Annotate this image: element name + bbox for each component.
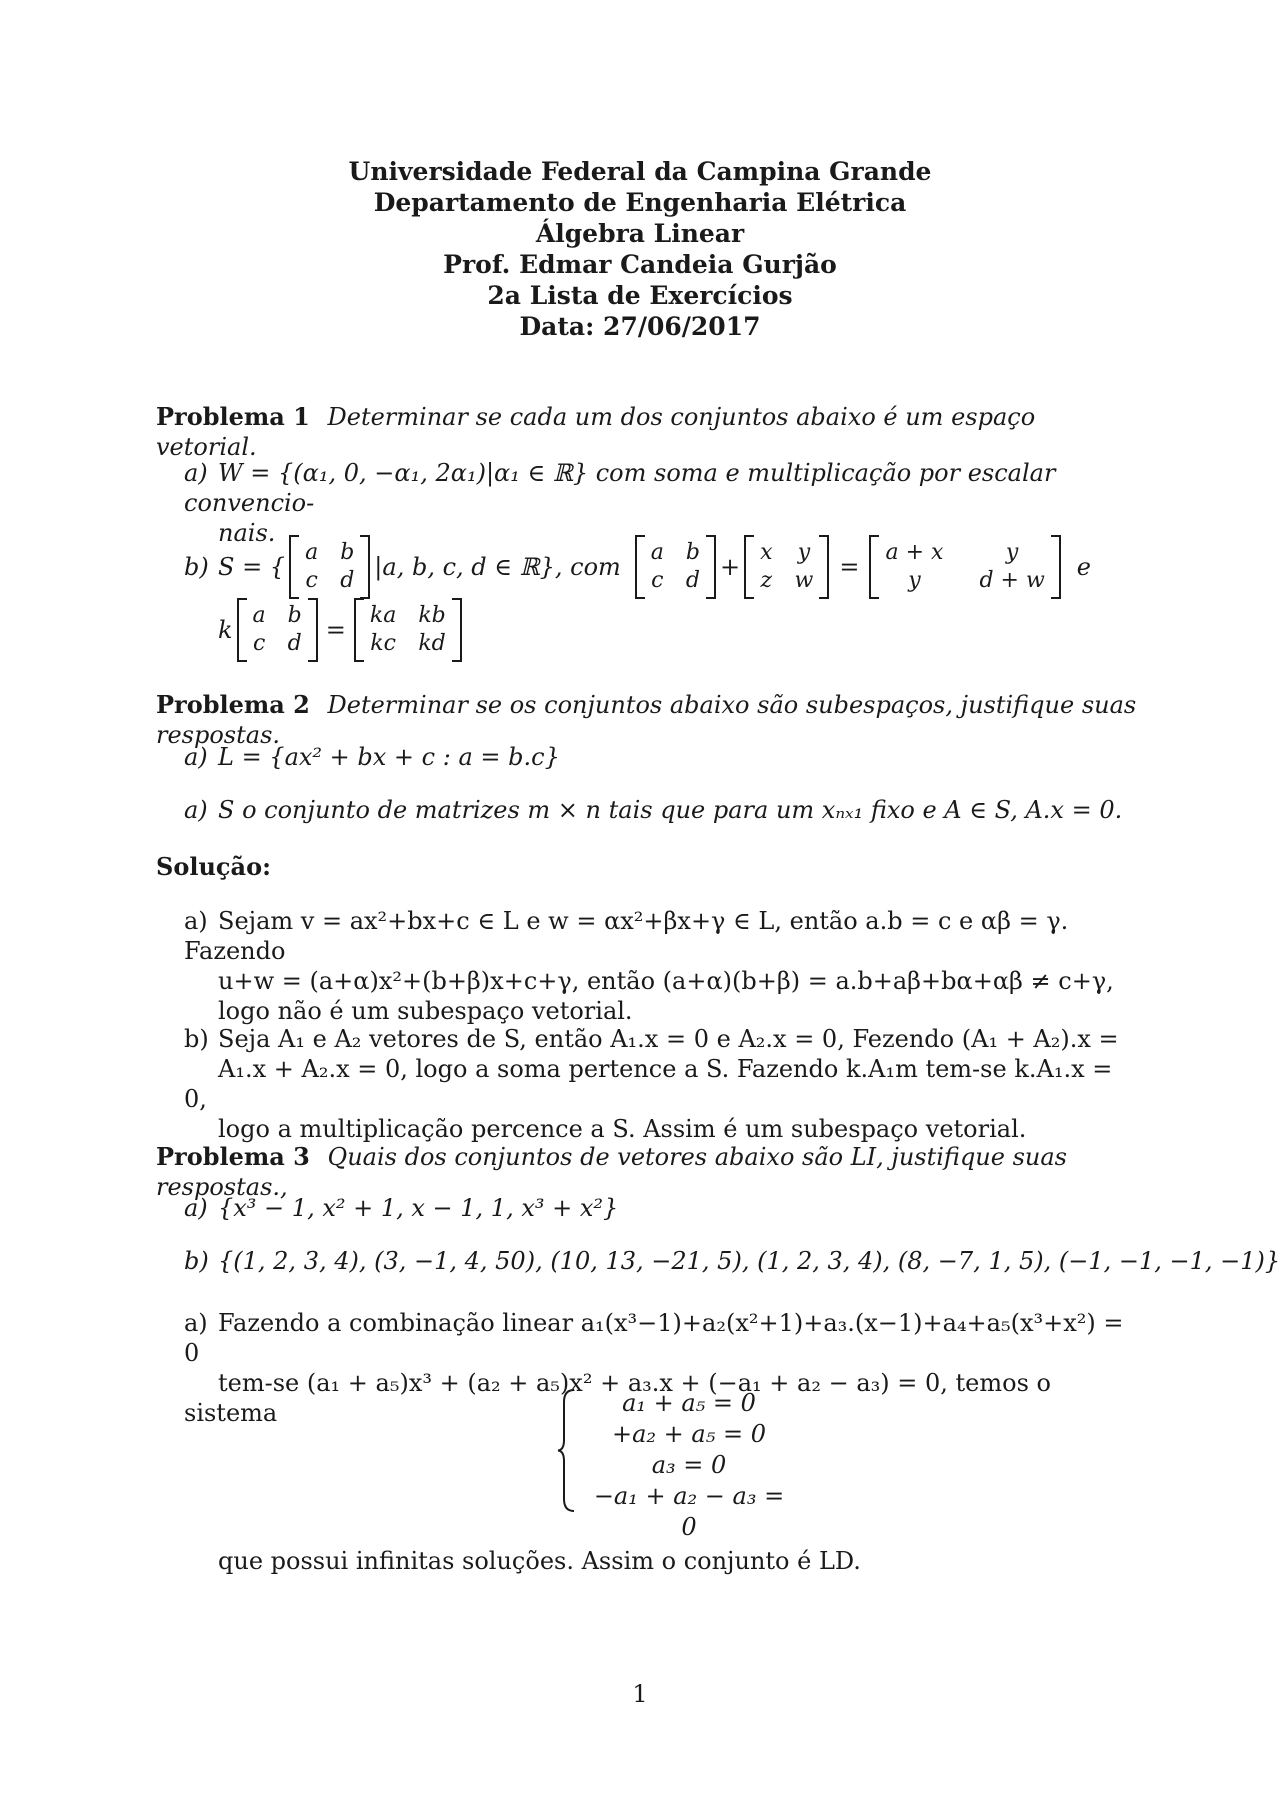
- matrix-cell: c: [252, 631, 266, 656]
- problem-2-title: Problema 2: [156, 690, 310, 719]
- item-label: b): [184, 1025, 209, 1053]
- item-label: a): [184, 1309, 208, 1337]
- item-label: a): [184, 459, 208, 487]
- matrix-cell: a + x: [885, 540, 944, 565]
- solution-a-line-3: logo não é um subespaço vetorial.: [218, 997, 633, 1025]
- solution-heading: Solução:: [156, 852, 271, 881]
- item-label: b): [184, 1247, 209, 1275]
- matrix-cell: kd: [418, 631, 446, 656]
- problem-3-item-b: [184, 1246, 1280, 1276]
- equation-system: [556, 1388, 796, 1541]
- matrix-cell: b: [685, 540, 700, 565]
- conjunction-e: e: [1076, 553, 1091, 581]
- problem-2-a2-text: S o conjunto de matrizes m × n tais que para um xₙₓ₁ fixo e A ∈ S, A.x = 0.: [218, 796, 1123, 824]
- matrix-cell: d + w: [979, 568, 1045, 593]
- matrix-cell: d: [287, 631, 302, 656]
- matrix-cell: kb: [418, 603, 446, 628]
- scalar-k: k: [218, 616, 233, 644]
- set-s-condition: |a, b, c, d ∈ ℝ}, com: [374, 553, 621, 581]
- matrix-sum: [869, 535, 1060, 599]
- matrix-k: [354, 598, 462, 662]
- matrix-cell: a: [650, 540, 664, 565]
- item-label: a): [184, 743, 208, 771]
- matrix-cell: y: [908, 568, 921, 593]
- solution-a-line-2: u+w = (a+α)x²+(b+β)x+c+γ, então (a+α)(b+β) = a.b+aβ+bα+αβ ≠ c+γ,: [218, 967, 1114, 995]
- matrix-cell: kc: [370, 631, 396, 656]
- matrix-abcd-2: [635, 535, 716, 599]
- item-label: a): [184, 907, 208, 935]
- equation-row: +a₂ + a₅ = 0: [612, 1420, 766, 1448]
- equation-row: −a₁ + a₂ − a₃ = 0: [593, 1482, 785, 1541]
- plus-sign: +: [720, 553, 741, 581]
- solution-b-line-3: logo a multiplicação percence a S. Assim é um subespaço vetorial.: [218, 1115, 1027, 1143]
- matrix-cell: y: [1005, 540, 1019, 565]
- problem-2-heading: [156, 690, 1156, 750]
- matrix-xyzw: [744, 535, 829, 599]
- matrix-cell: c: [305, 568, 318, 593]
- problem-3-conclusion: que possui infinitas soluções. Assim o conjunto é LD.: [218, 1547, 861, 1575]
- matrix-cell: w: [794, 568, 814, 593]
- problem-3-item-a: [184, 1193, 1134, 1223]
- problem-3-solution-line-2: tem-se (a₁ + a₅)x³ + (a₂ + a₅)x² + a₃.x + (−a₁ + a₂ − a₃) = 0, temos o sistema: [184, 1369, 1051, 1427]
- document-header: [0, 156, 1280, 342]
- matrix-cell: y: [797, 540, 811, 565]
- matrix-cell: a: [252, 603, 266, 628]
- problem-3-title: Problema 3: [156, 1142, 310, 1171]
- problem-3-a-text: {x³ − 1, x² + 1, x − 1, 1, x³ + x²}: [218, 1194, 619, 1222]
- problem-2-item-a2: [184, 795, 1134, 825]
- matrix-cell: d: [340, 568, 355, 593]
- solution-b-line-2: A₁.x + A₂.x = 0, logo a soma pertence a S. Fazendo k.A₁m tem-se k.A₁.x = 0,: [184, 1055, 1113, 1113]
- problem-1-a-text-cont: nais.: [218, 519, 276, 547]
- set-s-open: S = {: [218, 553, 286, 581]
- matrix-cell: x: [760, 540, 773, 565]
- page-number: 1: [632, 1680, 648, 1708]
- equation-row: a₁ + a₅ = 0: [622, 1389, 756, 1417]
- problem-3-statement: Quais dos conjuntos de vetores abaixo são LI, justifique suas respostas.,: [156, 1143, 1067, 1201]
- problem-1-heading: [156, 402, 1136, 462]
- equals-sign: =: [839, 553, 860, 581]
- left-brace-icon: [556, 1388, 576, 1513]
- matrix-abcd-3: [237, 598, 318, 662]
- matrix-cell: d: [685, 568, 700, 593]
- matrix-cell: z: [760, 568, 773, 593]
- equals-sign: =: [325, 616, 346, 644]
- equation-row: a₃ = 0: [651, 1451, 727, 1479]
- item-label: a): [184, 1194, 208, 1222]
- matrix-cell: c: [651, 568, 664, 593]
- problem-3-solution-line-1: Fazendo a combinação linear a₁(x³−1)+a₂(x²+1)+a₃.(x−1)+a₄+a₅(x³+x²) = 0: [184, 1309, 1124, 1367]
- matrix-abcd: [289, 535, 370, 599]
- header-list-title: 2a Lista de Exercícios: [487, 281, 793, 310]
- problem-3-b-text: {(1, 2, 3, 4), (3, −1, 4, 50), (10, 13, −21, 5), (1, 2, 3, 4), (8, −7, 1, 5), (−1, −1, −1, −1)}: [218, 1247, 1280, 1275]
- problem-2-a-text: L = {ax² + bx + c : a = b.c}: [218, 743, 560, 771]
- matrix-cell: a: [305, 540, 319, 565]
- problem-1-scalar-mult: [218, 598, 466, 662]
- matrix-cell: b: [287, 603, 302, 628]
- problem-1-a-text: W = {(α₁, 0, −α₁, 2α₁)|α₁ ∈ ℝ} com soma e multiplicação por escalar convencio-: [184, 459, 1056, 517]
- matrix-cell: b: [340, 540, 355, 565]
- problem-1-title: Problema 1: [156, 402, 310, 431]
- header-professor: Prof. Edmar Candeia Gurjão: [443, 250, 837, 279]
- problem-1-item-b: [184, 535, 1144, 599]
- item-label: b): [184, 553, 209, 581]
- solution-item-a: [184, 906, 1134, 1026]
- header-course: Álgebra Linear: [535, 219, 745, 248]
- problem-1-statement: Determinar se cada um dos conjuntos abaixo é um espaço vetorial.: [156, 403, 1036, 461]
- matrix-cell: ka: [369, 603, 397, 628]
- solution-a-line-1: Sejam v = ax²+bx+c ∈ L e w = αx²+βx+γ ∈ L, então a.b = c e αβ = γ. Fazendo: [184, 907, 1069, 965]
- solution-item-b: [184, 1024, 1134, 1144]
- solution-b-line-1: Seja A₁ e A₂ vetores de S, então A₁.x = 0 e A₂.x = 0, Fezendo (A₁ + A₂).x =: [218, 1025, 1119, 1053]
- header-date: Data: 27/06/2017: [519, 312, 761, 341]
- header-university: Universidade Federal da Campina Grande: [348, 157, 932, 186]
- problem-2-statement: Determinar se os conjuntos abaixo são subespaços, justifique suas respostas.: [156, 691, 1137, 749]
- problem-2-item-a: [184, 742, 1134, 772]
- header-department: Departamento de Engenharia Elétrica: [373, 188, 907, 217]
- item-label: a): [184, 796, 208, 824]
